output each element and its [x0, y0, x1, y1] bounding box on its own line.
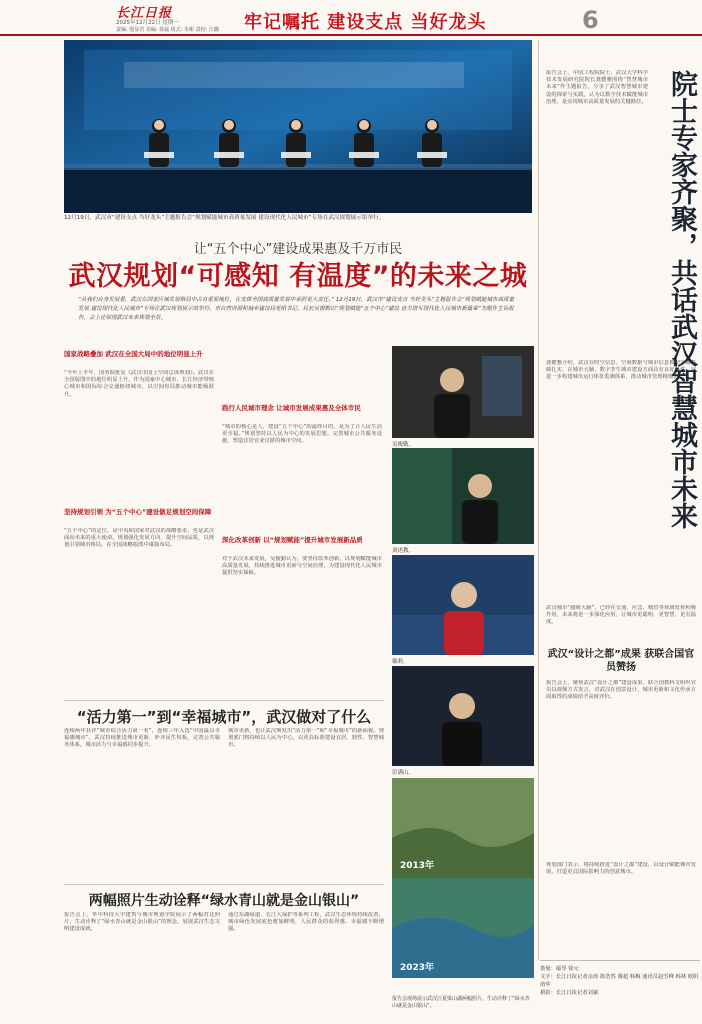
portrait-photo: [392, 346, 534, 438]
newspaper-logo: 长江日报: [116, 6, 173, 21]
article-headline: 武汉规划“可感知 有温度”的未来之城: [68, 261, 528, 292]
portrait-name: 戴莉。: [392, 659, 409, 665]
masthead: [0, 0, 702, 36]
right-column-1: 报告会上，中国工程院院士、武汉大学科学技术发展研究院院长龚健雅围绕“智慧城市未来”作主题报告，分享了武汉智慧城市建设的探索与实践，认为以数字技术赋能城市治理，是实现城市高质量发展的关键路径。: [546, 70, 648, 105]
credit-line: 策划：鄢琴 徐元: [540, 966, 579, 972]
stage-scene-illustration: [64, 40, 532, 213]
article-column-6: 城市更新，也让武汉焕发出“活力第一”和“幸福城市”的新面貌。规划部门将持续以人民为中心，以更高标准建设宜居、韧性、智慧城市。: [228, 728, 384, 749]
right-vertical-headline: 院士专家齐聚，共话武汉智慧城市未来: [666, 70, 697, 529]
column-divider: [538, 40, 539, 960]
article-column-5: 连续两年获评“城市综合活力第一名”，连续三年入选“中国最具幸福感城市”，武汉持续推进城市更新，补齐民生短板，完善公共服务体系，城市活力与幸福感同步提升。: [64, 728, 220, 749]
hero-caption: 12月19日，武汉市“建设支点 当好龙头”主题报告会“规划赋能城市高质量发展 建设现代化人民城市”专场在武汉规划展示馆举行。: [64, 215, 385, 221]
photo-year-label: 2013年: [400, 861, 435, 871]
article-column-8: 通过东湖绿道、长江大保护等系列工程，武汉生态环境持续改善，城市绿色发展底色愈加鲜明，人民群众的获得感、幸福感不断增强。: [228, 912, 384, 933]
right-section-heading: 武汉“设计之都”成果 获联合国官员赞扬: [547, 649, 695, 673]
landscape-comparison-photo: [392, 778, 534, 978]
section-divider: [64, 884, 384, 885]
credit-line: 摄影：长江日报记者刘斌: [540, 990, 599, 996]
issue-date: 2025年12月22日 星期一: [116, 20, 179, 26]
portrait-name: 吴俊勤。: [392, 442, 415, 448]
right-column-4: 报告会上，聚焦武汉“设计之都”建设成果，联合国教科文组织官员以视频方式发言，对武汉在创意设计、城市更新和文化传承方面取得的成绩给予高度评价。: [546, 680, 696, 701]
right-column-2: 龚健雅介绍，武汉在时空信息、空间数据与城市信息模型方面基础扎实，在城市大脑、数字孪生城市建设方面具有良好条件，应进一步构建城市运行体征监测体系，推动城市管理精细化。: [546, 360, 696, 381]
hero-photo: [64, 40, 532, 213]
portrait-photo: [392, 448, 534, 544]
section-heading-4: 深化改革创新 以“规划赋能”提升城市发展新品质: [222, 536, 363, 544]
portrait-photo: [392, 666, 534, 766]
article-column-2: “五个中心”的定位，是中央和国家对武汉的战略要求，也是武汉面向未来的重大使命。规划强化发展方向，提升空间品质，以规划引领城市格局，在全国战略版图中谋篇布局。: [64, 528, 214, 549]
section-heading-1: 国家战略叠加 武汉在全国大局中的地位明显上升: [64, 350, 203, 358]
right-column-3: 武汉城市“超级大脑”，已经在交通、应急、城管等领域发挥积极作用，未来将进一步深化应用，让城市更聪明、更智慧、更有温度。: [546, 605, 696, 626]
article-kicker: 让“五个中心”建设成果惠及千万市民: [193, 242, 403, 257]
section-divider: [64, 700, 384, 701]
section-heading-2: 坚持规划引领 为“五个中心”建设做足规划空间保障: [64, 508, 212, 516]
portrait-photo: [392, 555, 534, 655]
article-lead: “从我们自身发展看，武汉在国家区域发展格局中占有重要地位，在支撑全国高质量发展中承担更大责任。” 12月19日，武汉市“建设支点 当好龙头”主题报告会“规划赋能城市高质量发展 建设现代化人民城市”专场在武汉规划展示馆举行。市自然资源和城乡建设局党组书记、局长吴俊勤以“规划赋能“五个中心”建设 奋力谱写现代化人民城市新篇章”为题作主旨报告，会上还展现武汉未来规划全景。: [78, 297, 514, 321]
right-column-5: 规划部门表示，将持续推进“设计之都”建设，以设计赋能城市发展，打造更具国际影响力的创意城市。: [546, 862, 696, 876]
photo-year-label: 2023年: [400, 963, 435, 973]
article-credits: [540, 960, 700, 997]
section-heading-6: 两幅照片生动诠释“绿水青山就是金山银山”: [88, 893, 360, 909]
page-banner: 牢记嘱托 建设支点 当好龙头: [244, 12, 487, 33]
article-column-1: “今年上半年，国务院批复《武汉市国土空间总体规划》。武汉在全国版图中的地位明显上升，作为国家中心城市、长江经济带核心城市和国际综合交通枢纽城市，以空间布局推动城市能级跃升。: [64, 370, 214, 398]
photo-caption: 报告会现场展示武汉江夏梁山湖两幅照片，生动诠释了“绿水青山就是金山银山”。: [392, 996, 530, 1009]
page-number: 6: [582, 6, 599, 34]
portrait-name: 彭满山。: [392, 770, 415, 776]
article-column-4: 对于武汉未来发展，吴俊勤认为，要坚持改革创新，以规划赋能城市高质量发展，持续推进城市更新与空间治理，为建设现代化人民城市提供坚实保障。: [222, 556, 382, 577]
portrait-name: 刘述教。: [392, 548, 415, 554]
section-heading-5: “活力第一”到“幸福城市”，武汉做对了什么: [76, 708, 372, 726]
credit-line: 文字：长江日报记者余涛 陈浩然 谢超 韩梅 通讯员赵雪峰 韩林 欧阳靖华: [540, 974, 699, 988]
article-column-7: 报告会上，华中科技大学建筑与城市规划学院展示了两幅对比照片，生动诠释了“绿水青山就是金山银山”的理念，展现武汉生态文明建设成就。: [64, 912, 220, 933]
editor-credits: 责编: 殷显君 美编: 徐磊 组式: 朱彬 责校: 江璐: [116, 27, 219, 33]
section-heading-3: 践行人民城市理念 让城市发展成果惠及全体市民: [222, 404, 361, 412]
article-column-3: “城市的核心是人，建设“五个中心”的最终目的，是为了让人民生活更幸福。”规划坚持以人民为中心的发展思想，完善城市公共服务设施，塑造宜居宜业宜游的城市空间。: [222, 424, 382, 445]
